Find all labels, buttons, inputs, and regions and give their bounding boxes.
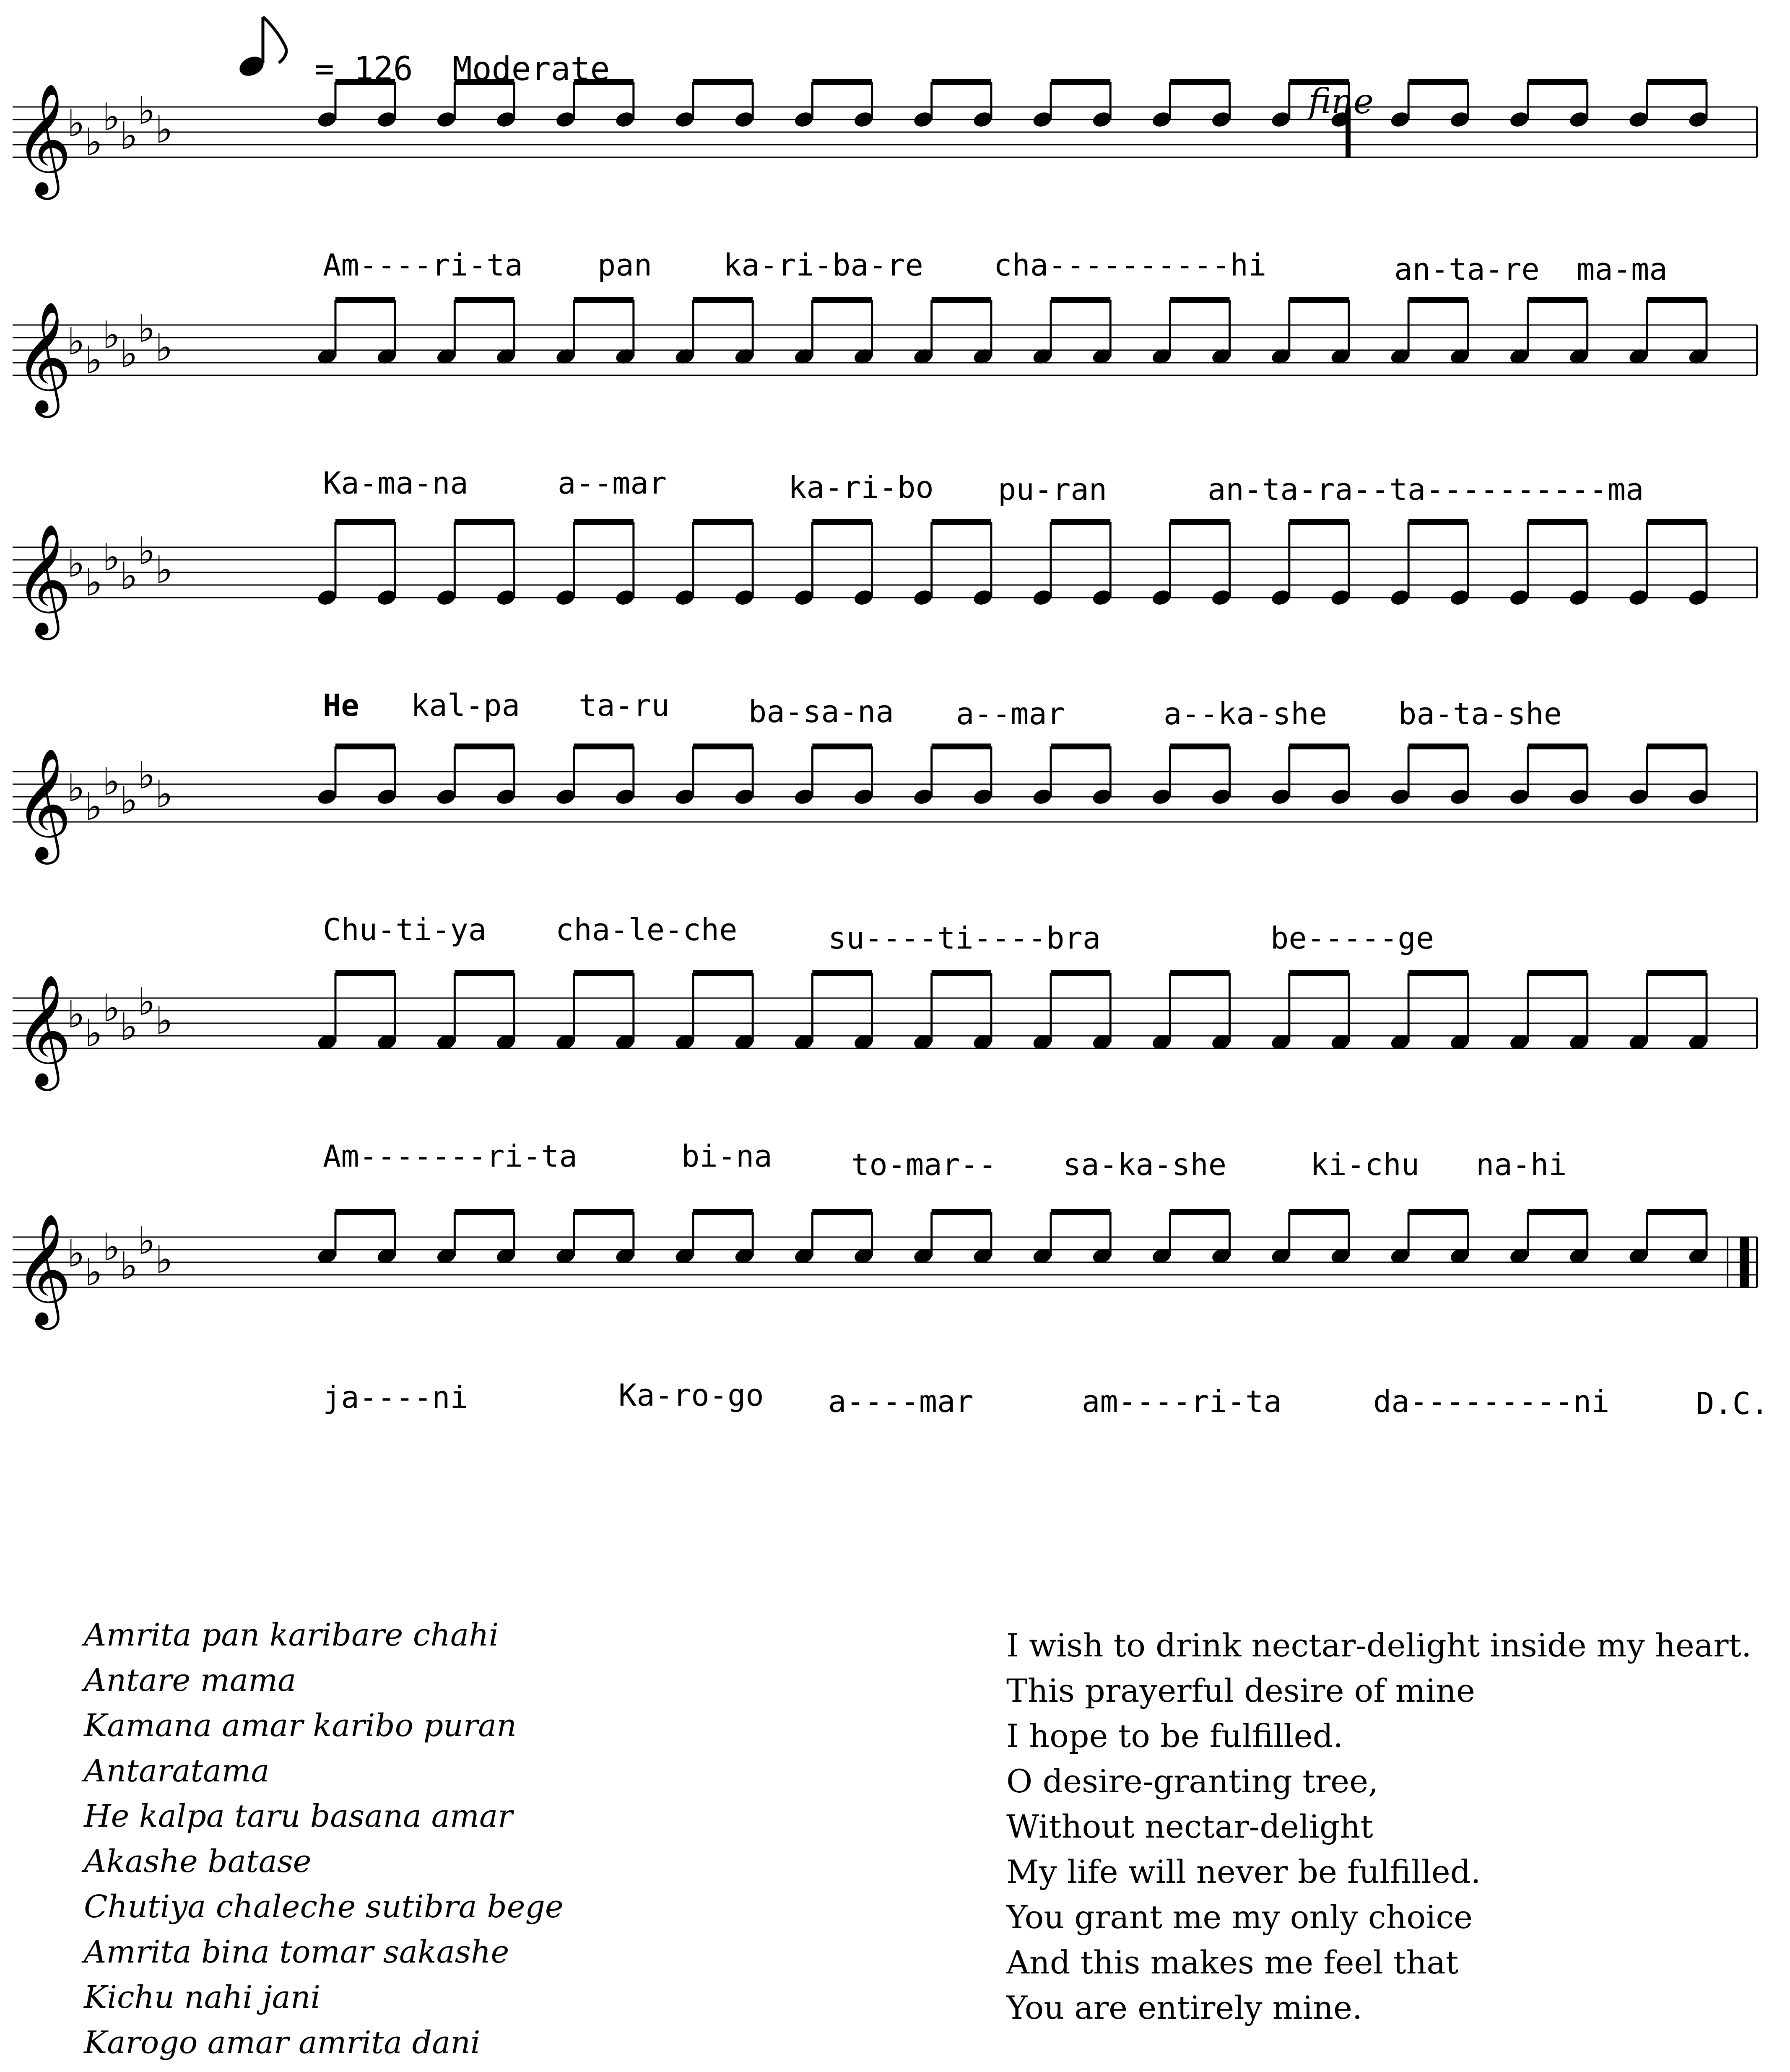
transliteration-line: Karogo amar amrita dani: [84, 2025, 481, 2061]
lyric-word: a--mar: [558, 465, 667, 501]
flat-icon: ♭: [120, 1005, 138, 1049]
dc-marking: D.C.: [1696, 1386, 1769, 1421]
flat-icon: ♭: [85, 120, 103, 164]
lyric-word: ba-ta-she: [1398, 696, 1562, 731]
lyric-word: pan: [598, 247, 652, 283]
tempo-value: = 126: [314, 50, 413, 88]
flat-icon: ♭: [155, 326, 173, 370]
translation-line: You are entirely mine.: [1006, 1989, 1363, 2026]
flat-icon: ♭: [102, 760, 120, 804]
translation-line: And this makes me feel that: [1006, 1944, 1459, 1981]
flat-icon: ♭: [102, 95, 120, 139]
lyric-word: kal-pa: [411, 688, 520, 723]
flat-icon: ♭: [120, 332, 138, 376]
lyric-word: an-ta-re: [1394, 252, 1540, 287]
translation-line: You grant me my only choice: [1006, 1898, 1473, 1936]
translation-line: My life will never be fulfilled.: [1006, 1853, 1481, 1890]
flat-icon: ♭: [138, 89, 156, 133]
lyric-word: to-mar--: [851, 1147, 997, 1182]
lyric-word: pu-ran: [998, 472, 1107, 507]
lyric-word: cha-le-che: [556, 912, 738, 947]
tempo-marking: [314, 50, 610, 88]
treble-clef-icon: 𝄞: [15, 523, 72, 635]
lyric-word: ka-ri-bo: [788, 470, 934, 505]
flat-icon: ♭: [102, 313, 120, 357]
lyric-word: su----ti----bra: [828, 920, 1101, 956]
treble-clef-icon: 𝄞: [15, 1213, 72, 1325]
lyric-word: Chu-ti-ya: [323, 912, 487, 947]
transliteration-line: Antare mama: [84, 1662, 296, 1698]
flat-icon: ♭: [85, 561, 103, 605]
transliteration-line: Antaratama: [84, 1753, 270, 1789]
lyric-word: Am-------ri-ta: [323, 1139, 577, 1174]
flat-icon: ♭: [138, 1219, 156, 1263]
lyric-word: na-hi: [1476, 1147, 1567, 1182]
lyric-word: Ka-ro-go: [618, 1378, 764, 1413]
translation-block: [1006, 1623, 1751, 2030]
transliteration-line: Kamana amar karibo puran: [84, 1708, 517, 1744]
flat-icon: ♭: [138, 529, 156, 573]
translation-line: O desire-granting tree,: [1006, 1763, 1379, 1800]
transliteration-line: Chutiya chaleche sutibra bege: [84, 1889, 564, 1925]
flat-icon: ♭: [155, 108, 173, 152]
lyric-word: Ka-ma-na: [323, 465, 468, 501]
lyric-word: sa-ka-she: [1063, 1147, 1227, 1182]
fine-marking: fine: [1308, 82, 1374, 122]
flat-icon: ♭: [102, 986, 120, 1030]
transliteration-block: [84, 1612, 564, 2065]
flat-icon: ♭: [67, 542, 85, 586]
flat-icon: ♭: [67, 101, 85, 146]
flat-icon: ♭: [85, 1011, 103, 1055]
flat-icon: ♭: [120, 1244, 138, 1288]
flat-icon: ♭: [155, 999, 173, 1043]
transliteration-line: Kichu nahi jani: [84, 1979, 321, 2015]
flat-icon: ♭: [85, 338, 103, 382]
transliteration-line: Amrita bina tomar sakashe: [84, 1934, 509, 1970]
translation-line: Without nectar-delight: [1006, 1808, 1373, 1845]
transliteration-line: He kalpa taru basana amar: [84, 1798, 513, 1834]
lyric-word: ja----ni: [323, 1380, 468, 1415]
treble-clef-icon: 𝄞: [15, 748, 72, 860]
translation-line: I wish to drink nectar-delight inside my heart.: [1006, 1627, 1752, 1664]
flat-icon: ♭: [102, 536, 120, 580]
lyric-word: ma-ma: [1577, 252, 1668, 287]
tempo-word: Moderate: [452, 50, 610, 88]
lyric-word: Am----ri-ta: [323, 247, 523, 283]
lyric-word: He: [323, 688, 359, 723]
flat-icon: ♭: [102, 1225, 120, 1269]
lyric-word: a--mar: [956, 696, 1065, 731]
lyric-word: ki-chu: [1310, 1147, 1420, 1182]
treble-clef-icon: 𝄞: [15, 974, 72, 1086]
translation-line: I hope to be fulfilled.: [1006, 1717, 1343, 1755]
flat-icon: ♭: [155, 1238, 173, 1282]
lyric-word: a----mar: [828, 1384, 974, 1419]
flat-icon: ♭: [67, 320, 85, 364]
flat-icon: ♭: [138, 307, 156, 351]
lyric-word: am----ri-ta: [1082, 1384, 1282, 1419]
lyric-word: ba-sa-na: [748, 694, 894, 729]
lyric-word: a--ka-she: [1164, 696, 1328, 731]
treble-clef-icon: 𝄞: [15, 301, 72, 413]
flat-icon: ♭: [85, 1250, 103, 1295]
translation-line: This prayerful desire of mine: [1006, 1672, 1475, 1709]
transliteration-line: Amrita pan karibare chahi: [84, 1617, 499, 1653]
tempo-note-flag: [263, 17, 286, 63]
lyric-word: an-ta-ra--ta----------ma: [1208, 472, 1644, 507]
lyric-word: da---------ni: [1373, 1384, 1610, 1419]
lyric-word: bi-na: [681, 1139, 772, 1174]
transliteration-line: Akashe batase: [84, 1843, 312, 1880]
flat-icon: ♭: [67, 1232, 85, 1276]
lyric-word: be-----ge: [1270, 920, 1434, 956]
lyric-word: cha----------hi: [994, 247, 1267, 283]
lyric-word: ka-ri-ba-re: [723, 247, 923, 283]
lyric-word: ta-ru: [579, 688, 670, 723]
flat-icon: ♭: [67, 993, 85, 1037]
flat-icon: ♭: [120, 779, 138, 823]
flat-icon: ♭: [120, 114, 138, 158]
flat-icon: ♭: [67, 766, 85, 810]
flat-icon: ♭: [138, 754, 156, 798]
flat-icon: ♭: [155, 772, 173, 816]
flat-icon: ♭: [85, 785, 103, 829]
treble-clef-icon: 𝄞: [15, 83, 72, 195]
flat-icon: ♭: [138, 980, 156, 1024]
flat-icon: ♭: [155, 548, 173, 592]
flat-icon: ♭: [120, 554, 138, 598]
